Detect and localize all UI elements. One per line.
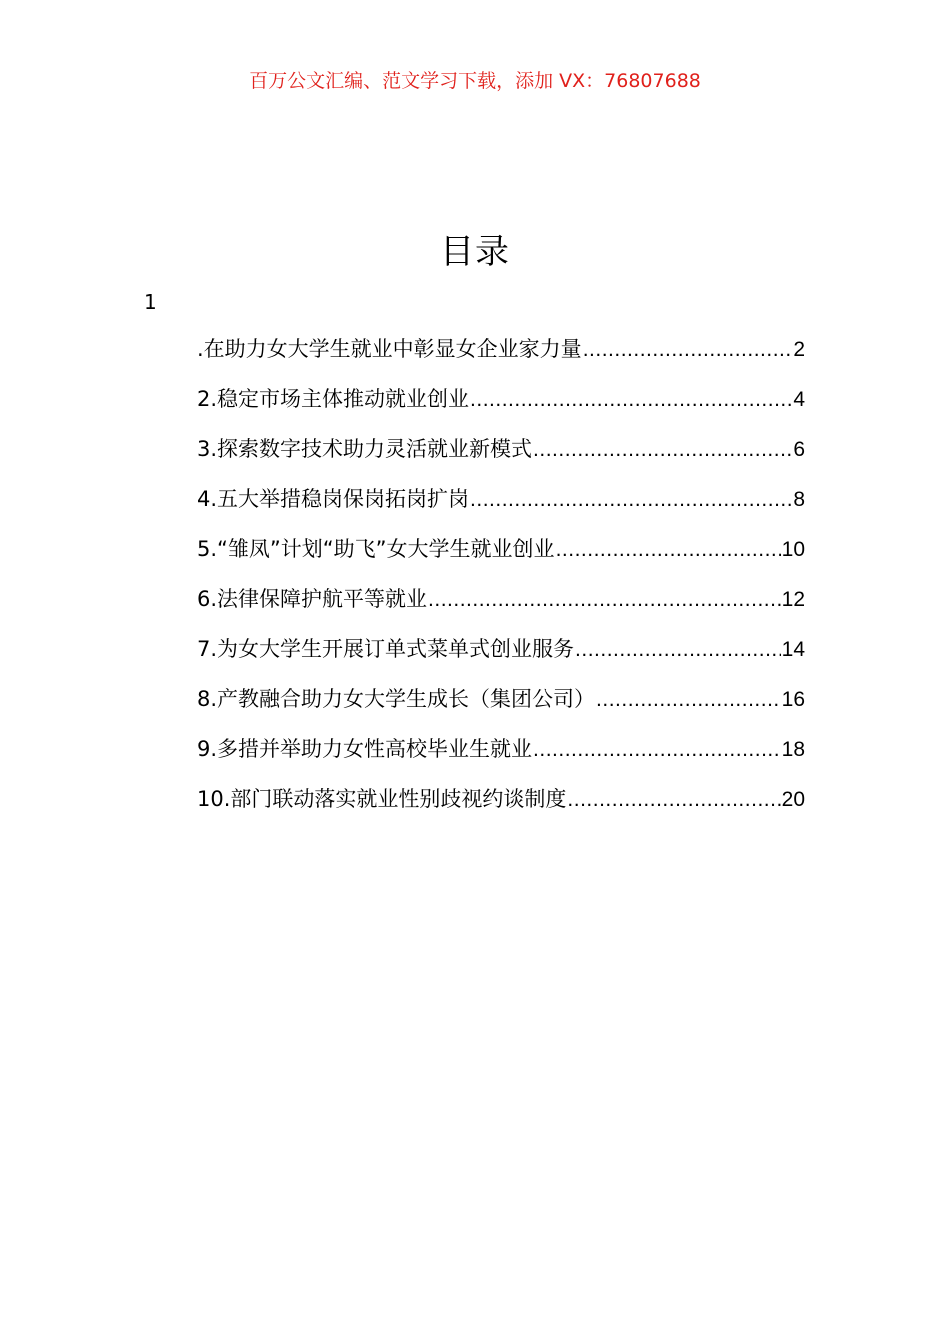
toc-leader-dots [583, 335, 793, 365]
toc-leader-dots [556, 535, 781, 565]
toc-entry-text: 2.稳定市场主体推动就业创业 [197, 387, 470, 411]
toc-leader-dots [575, 635, 781, 665]
toc-entry-text: 10.部门联动落实就业性别歧视约谈制度 [197, 787, 567, 811]
toc-title: 目录 [440, 232, 510, 272]
toc-entry-page: 14 [781, 638, 805, 661]
toc-entry-text: 9.多措并举助力女性高校毕业生就业 [197, 737, 533, 761]
toc-list [197, 334, 805, 834]
toc-leader-dots [470, 485, 792, 515]
header-note: 百万公文汇编、范文学习下载，添加 VX：76807688 [249, 70, 701, 92]
toc-entry[interactable] [197, 534, 805, 584]
toc-entry[interactable] [197, 634, 805, 684]
toc-entry-page: 10 [781, 538, 805, 561]
toc-entry-page: 6 [793, 438, 805, 461]
toc-leader-dots [533, 735, 781, 765]
toc-entry-text: 4.五大举措稳岗保岗拓岗扩岗 [197, 487, 470, 511]
toc-entry[interactable] [197, 484, 805, 534]
toc-entry-page: 4 [793, 388, 805, 411]
toc-entry-text: 5.“雏凤”计划“助飞”女大学生就业创业 [197, 537, 555, 561]
toc-entry-page: 16 [781, 688, 805, 711]
toc-entry[interactable] [197, 584, 805, 634]
toc-entry-page: 8 [793, 488, 805, 511]
toc-label: 1 [144, 290, 157, 314]
toc-entry-page: 20 [781, 788, 805, 811]
toc-leader-dots [533, 435, 792, 465]
toc-entry-page: 2 [793, 338, 805, 361]
toc-entry[interactable] [197, 684, 805, 734]
toc-entry-page: 18 [781, 738, 805, 761]
toc-leader-dots [567, 785, 780, 815]
toc-entry-text: .在助力女大学生就业中彰显女企业家力量 [197, 337, 582, 361]
toc-entry-text: 6.法律保障护航平等就业 [197, 587, 428, 611]
toc-leader-dots [470, 385, 792, 415]
toc-entry-page: 12 [781, 588, 805, 611]
toc-entry-text: 8.产教融合助力女大学生成长（集团公司） [197, 687, 596, 711]
toc-entry[interactable] [197, 784, 805, 834]
toc-entry-text: 3.探索数字技术助力灵活就业新模式 [197, 437, 533, 461]
toc-entry-text: 7.为女大学生开展订单式菜单式创业服务 [197, 637, 575, 661]
toc-entry[interactable] [197, 434, 805, 484]
toc-entry[interactable] [197, 334, 805, 384]
toc-leader-dots [428, 585, 781, 615]
toc-entry[interactable] [197, 384, 805, 434]
toc-leader-dots [596, 685, 781, 715]
toc-entry[interactable] [197, 734, 805, 784]
